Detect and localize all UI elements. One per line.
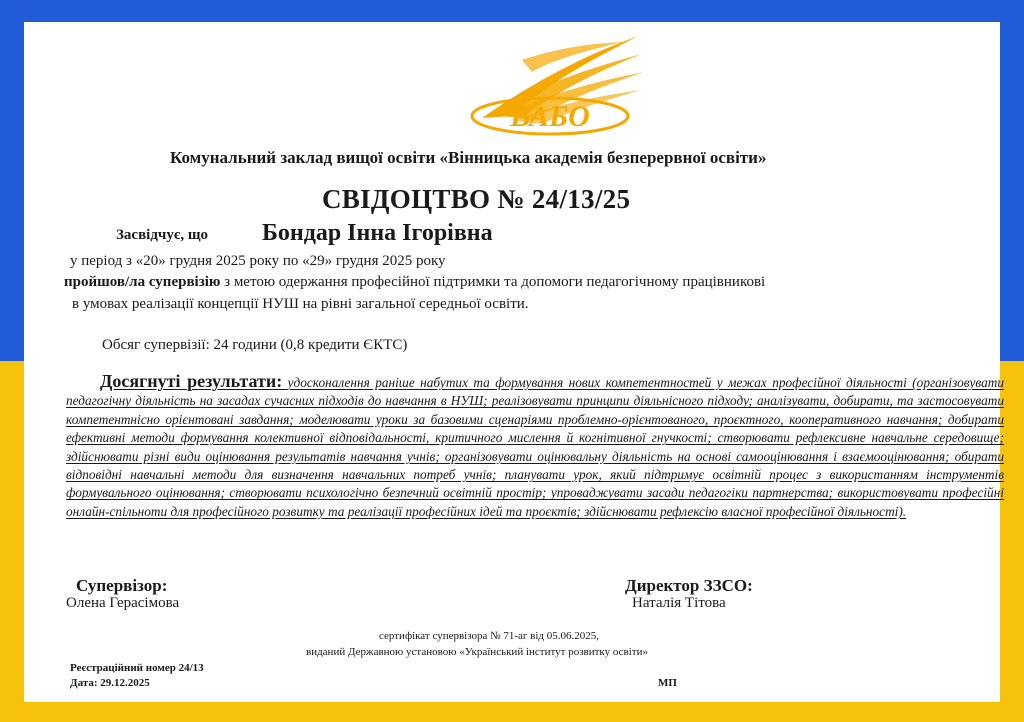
results-heading: Досягнуті результати: <box>100 371 283 391</box>
period-text: у період з «20» грудня 2025 року по «29» грудня 2025 року <box>70 253 446 269</box>
director-name: Наталія Тітова <box>632 595 726 611</box>
purpose-text: з метою одержання професійної підтримки та допомоги педагогічному працівникові <box>220 274 766 290</box>
supervisor-label: Супервізор: <box>76 576 168 595</box>
institution-name: Комунальний заклад вищої освіти «Вінницька академія безперервної освіти» <box>170 148 767 167</box>
stamp-placeholder: МП <box>658 677 677 689</box>
director-label: Директор ЗЗСО: <box>625 576 753 595</box>
supervisor-name: Олена Герасімова <box>66 595 180 611</box>
supervision-volume: Обсяг супервізії: 24 години (0,8 кредити ЄКТС) <box>102 337 408 353</box>
recipient-name: Бондар Інна Ігорівна <box>262 220 493 246</box>
certificate-title: СВІДОЦТВО № 24/13/25 <box>322 184 631 214</box>
issue-date: Дата: 29.12.2025 <box>70 677 150 689</box>
issuer-line: виданий Державною установою «Український інститут розвитку освіти» <box>306 646 648 658</box>
results-paragraph <box>66 372 1004 521</box>
attest-label: Засвідчує, що <box>116 227 209 243</box>
academy-logo <box>452 30 648 142</box>
logo-text: ВАБО <box>510 100 590 133</box>
purpose-line-2: в умовах реалізації концепції НУШ на рівні загальної середньої освіти. <box>72 296 529 312</box>
passed-label: пройшов/ла супервізію <box>64 274 221 290</box>
results-text: удосконалення раніше набутих та формування нових компетентностей у межах професійної діяльності (організовувати педагогічну діяльність на засадах сучасних підходів до навчання в НУШ; реалізовувати принципи діяльнісного підходу; аналізувати, добирати, та застосовувати компетентнісно орієнтовані завдання; моделювати уроки за базовими сценаріями проблемно-орієнтованого, проєктного, кооперативного навчання; добирати ефективні методи формування колективної відповідальності, критичного мислення й когнітивної гнучкості; створювати рефлексивне навчальне середовище; здійснювати різні види оцінювання результатів навчання учнів; організовувати оцінювальну діяльність на основі самооцінювання і взаємооцінювання; обирати відповідні навчальні методи для визначення навчальних потреб учнів; планувати урок, який підтримує освітній процес з використанням інструментів формувального оцінювання; створювати психологічно безпечний освітній простір; упроваджувати засади педагогіки партнерства; використовувати професійні онлайн-спільноти для професійного розвитку та реалізації професійних ідей та проєктів; здійснювати рефлексію власної професійної діяльності). <box>66 375 1005 519</box>
certificate-sheet <box>24 22 1005 702</box>
supervisor-certificate-line: сертифікат супервізора № 71-аг від 05.06.2025, <box>379 630 600 642</box>
registration-number: Реєстраційний номер 24/13 <box>70 662 204 674</box>
purpose-line <box>64 274 765 291</box>
